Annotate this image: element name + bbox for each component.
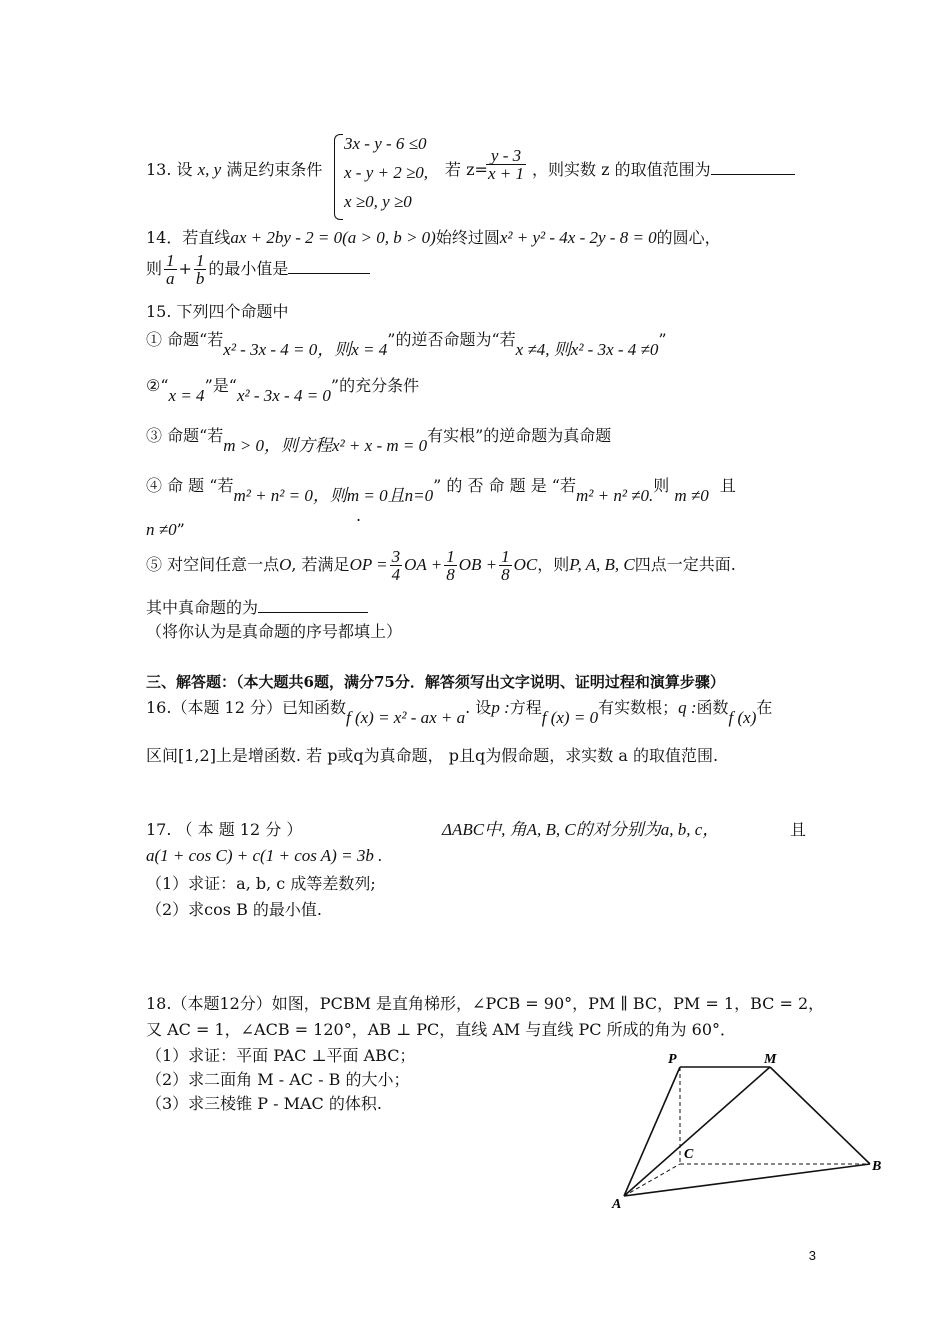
q13-answer-blank bbox=[711, 160, 795, 175]
label-B: B bbox=[872, 1159, 882, 1174]
q17-part2: （2）求cos B 的最小值. bbox=[146, 900, 323, 919]
q17-part1: （1）求证：a, b, c 成等差数列; bbox=[146, 874, 376, 893]
q17-triangle: ΔABC中, 角A, B, C的对分别为a, b, c， bbox=[442, 820, 720, 839]
q15-ask: 其中真命题的为 bbox=[146, 598, 368, 618]
q18-line2: 又 AC = 1，∠ACB = 120°，AB ⊥ PC，直线 AM 与直线 PC 所成的角为 60°． bbox=[146, 1020, 736, 1039]
q18-line1: 18.（本题12分）如图，PCBM 是直角梯形，∠PCB = 90°，PM ∥ BC，PM = 1，BC = 2， bbox=[146, 994, 825, 1013]
q13-line bbox=[146, 160, 322, 180]
q13-frac-num: y - 3 bbox=[486, 147, 526, 165]
label-P: P bbox=[668, 1052, 677, 1067]
q14-line2: 则 $\frac{1}{a}$ + $\frac{1}{b}$ 的最小值是 bbox=[146, 252, 370, 287]
q17-tail: 且 bbox=[790, 820, 807, 839]
q17-equation: a(1 + cos C) + c(1 + cos A) = 3b . bbox=[146, 846, 383, 865]
edge-AB bbox=[624, 1164, 870, 1196]
q13-vars: x, y bbox=[197, 160, 222, 179]
label-C: C bbox=[684, 1147, 694, 1162]
q18-part3: （3）求三棱锥 P - MAC 的体积. bbox=[146, 1094, 382, 1113]
q18-part1: （1）求证：平面 PAC ⊥平面 ABC； bbox=[146, 1046, 416, 1065]
page-number: 3 bbox=[808, 1248, 816, 1263]
q16-line1: 16.（本题 12 分）已知函数f (x) = x² - ax + a. 设p :方程f (x) = 0有实数根；q :函数f (x)在 bbox=[146, 698, 773, 727]
pyramid-figure bbox=[606, 1048, 896, 1218]
edge-MB bbox=[770, 1067, 870, 1164]
edge-AP bbox=[624, 1067, 680, 1196]
q13-text-a: 满足约束条件 bbox=[226, 160, 323, 179]
q16-line2: 区间[1,2]上是增函数. 若 p或q为真命题， p且q为假命题，求实数 a 的取值范围. bbox=[146, 746, 719, 765]
q14-line-eq: ax + 2by - 2 = 0(a > 0, b > 0) bbox=[230, 228, 436, 247]
q15-p4: ④ 命 题 “若m² + n² = 0，则m = 0且n=0” 的 否 命 题 是 “若m² + n² ≠0.则 m ≠0 且 bbox=[146, 476, 736, 505]
q13-frac-den: x + 1 bbox=[488, 164, 525, 183]
q14-circle-eq: x² + y² - 4x - 2y - 8 = 0 bbox=[499, 228, 657, 247]
q15-p5: ⑤ 对空间任意一点O, 若满足OP = $\frac{3}{4}$ OA + $\frac{1}{8}$ OB + $\frac{1}{8}$ OC，则P, A, B, C四点一定共面. bbox=[146, 547, 736, 584]
q13-cond2: x - y + 2 ≥0, bbox=[344, 163, 429, 182]
q17-head: 17. （ 本 题 12 分 ） bbox=[146, 820, 303, 839]
q15-p2: ②“x = 4”是“x² - 3x - 4 = 0”的充分条件 bbox=[146, 376, 420, 405]
q13-cond3: x ≥0, y ≥0 bbox=[344, 192, 412, 211]
q15-note: （将你认为是真命题的序号都填上） bbox=[146, 622, 403, 641]
q13-text-c: ，则实数 z 的取值范围为 bbox=[532, 160, 795, 180]
q13-text-b: 若 z= bbox=[445, 160, 488, 179]
q14-line1: 14．若直线ax + 2by - 2 = 0(a > 0, b > 0)始终过圆x² + y² - 4x - 2y - 8 = 0的圆心， bbox=[146, 228, 721, 247]
edge-AC bbox=[624, 1164, 680, 1196]
section3-heading: 三、解答题：（本大题共6题，满分75分．解答须写出文字说明、证明过程和演算步骤） bbox=[146, 673, 725, 691]
q15-p1: ① 命题“若x² - 3x - 4 = 0，则x = 4”的逆否命题为“若x ≠4, 则x² - 3x - 4 ≠0” bbox=[146, 330, 667, 359]
label-A: A bbox=[612, 1197, 622, 1212]
edge-AM bbox=[624, 1067, 770, 1196]
q15-p4-line2: n ≠0” bbox=[146, 520, 185, 539]
label-M: M bbox=[764, 1052, 777, 1067]
q13-cond1: 3x - y - 6 ≤0 bbox=[344, 134, 427, 153]
q15-p3: ③ 命题“若m > 0，则方程x² + x - m = 0有实根”的逆命题为真命题 bbox=[146, 426, 612, 455]
q15-title: 15. 下列四个命题中 bbox=[146, 302, 289, 321]
q13-brace bbox=[334, 134, 343, 220]
q18-part2: （2）求二面角 M - AC - B 的大小； bbox=[146, 1070, 410, 1089]
q15-p4-dot: . bbox=[356, 506, 362, 525]
q15-answer-blank bbox=[258, 598, 368, 613]
q13-label: 13. 设 bbox=[146, 160, 193, 179]
q14-answer-blank bbox=[288, 259, 370, 274]
q13-fraction bbox=[484, 147, 528, 182]
